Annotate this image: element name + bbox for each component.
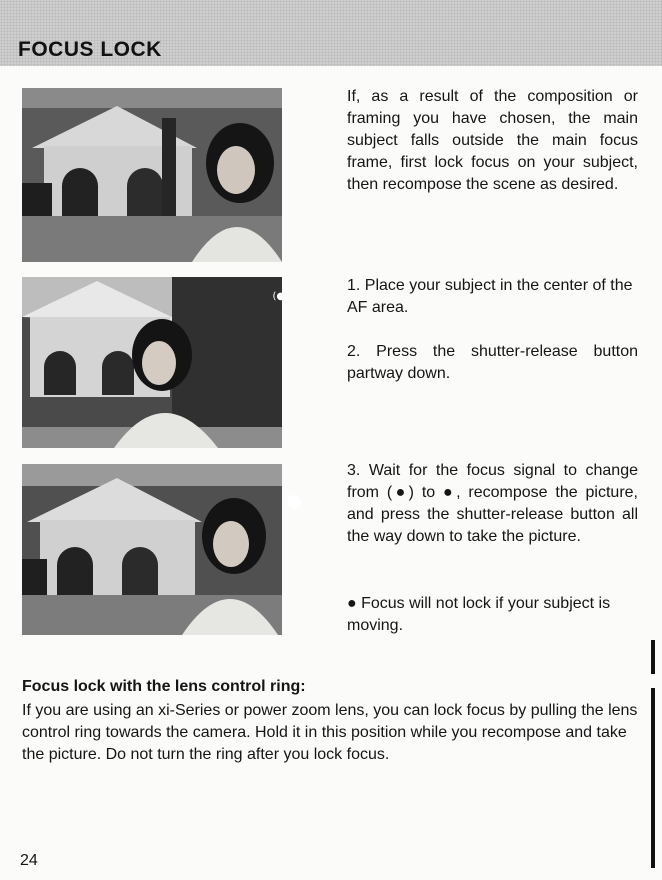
page-number: 24 (20, 852, 38, 869)
page-title: FOCUS LOCK (18, 38, 162, 61)
note-moving-subject: ● Focus will not lock if your subject is moving. (347, 595, 611, 634)
intro-text: If, as a result of the composition or framing you have chosen, the main subject falls outside the main focus frame, first lock focus on your subject, then recompose the scene as desired. (347, 88, 638, 193)
page-edge-mark (651, 688, 655, 868)
photo-woman-off-center (22, 88, 282, 262)
photo-woman-centered (22, 277, 289, 448)
lens-ring-heading: Focus lock with the lens control ring: (22, 678, 306, 695)
step-2: 2. Press the shutter-release button partway down. (347, 343, 638, 382)
svg-text:(●): (●) (272, 291, 289, 302)
page-edge-mark (651, 640, 655, 674)
lens-ring-body: If you are using an xi-Series or power zoom lens, you can lock focus by pulling the lens control ring towards the camera. Hold it in this position while you recompose and take the picture. Do not turn the ring after you lock focus. (22, 702, 638, 763)
step-1: 1. Place your subject in the center of the AF area. (347, 277, 633, 316)
step-3: 3. Wait for the focus signal to change from (●) to ●, recompose the picture, and press the shutter-release button all the way down to take the picture. (347, 462, 638, 545)
photo-recomposed (22, 464, 282, 635)
